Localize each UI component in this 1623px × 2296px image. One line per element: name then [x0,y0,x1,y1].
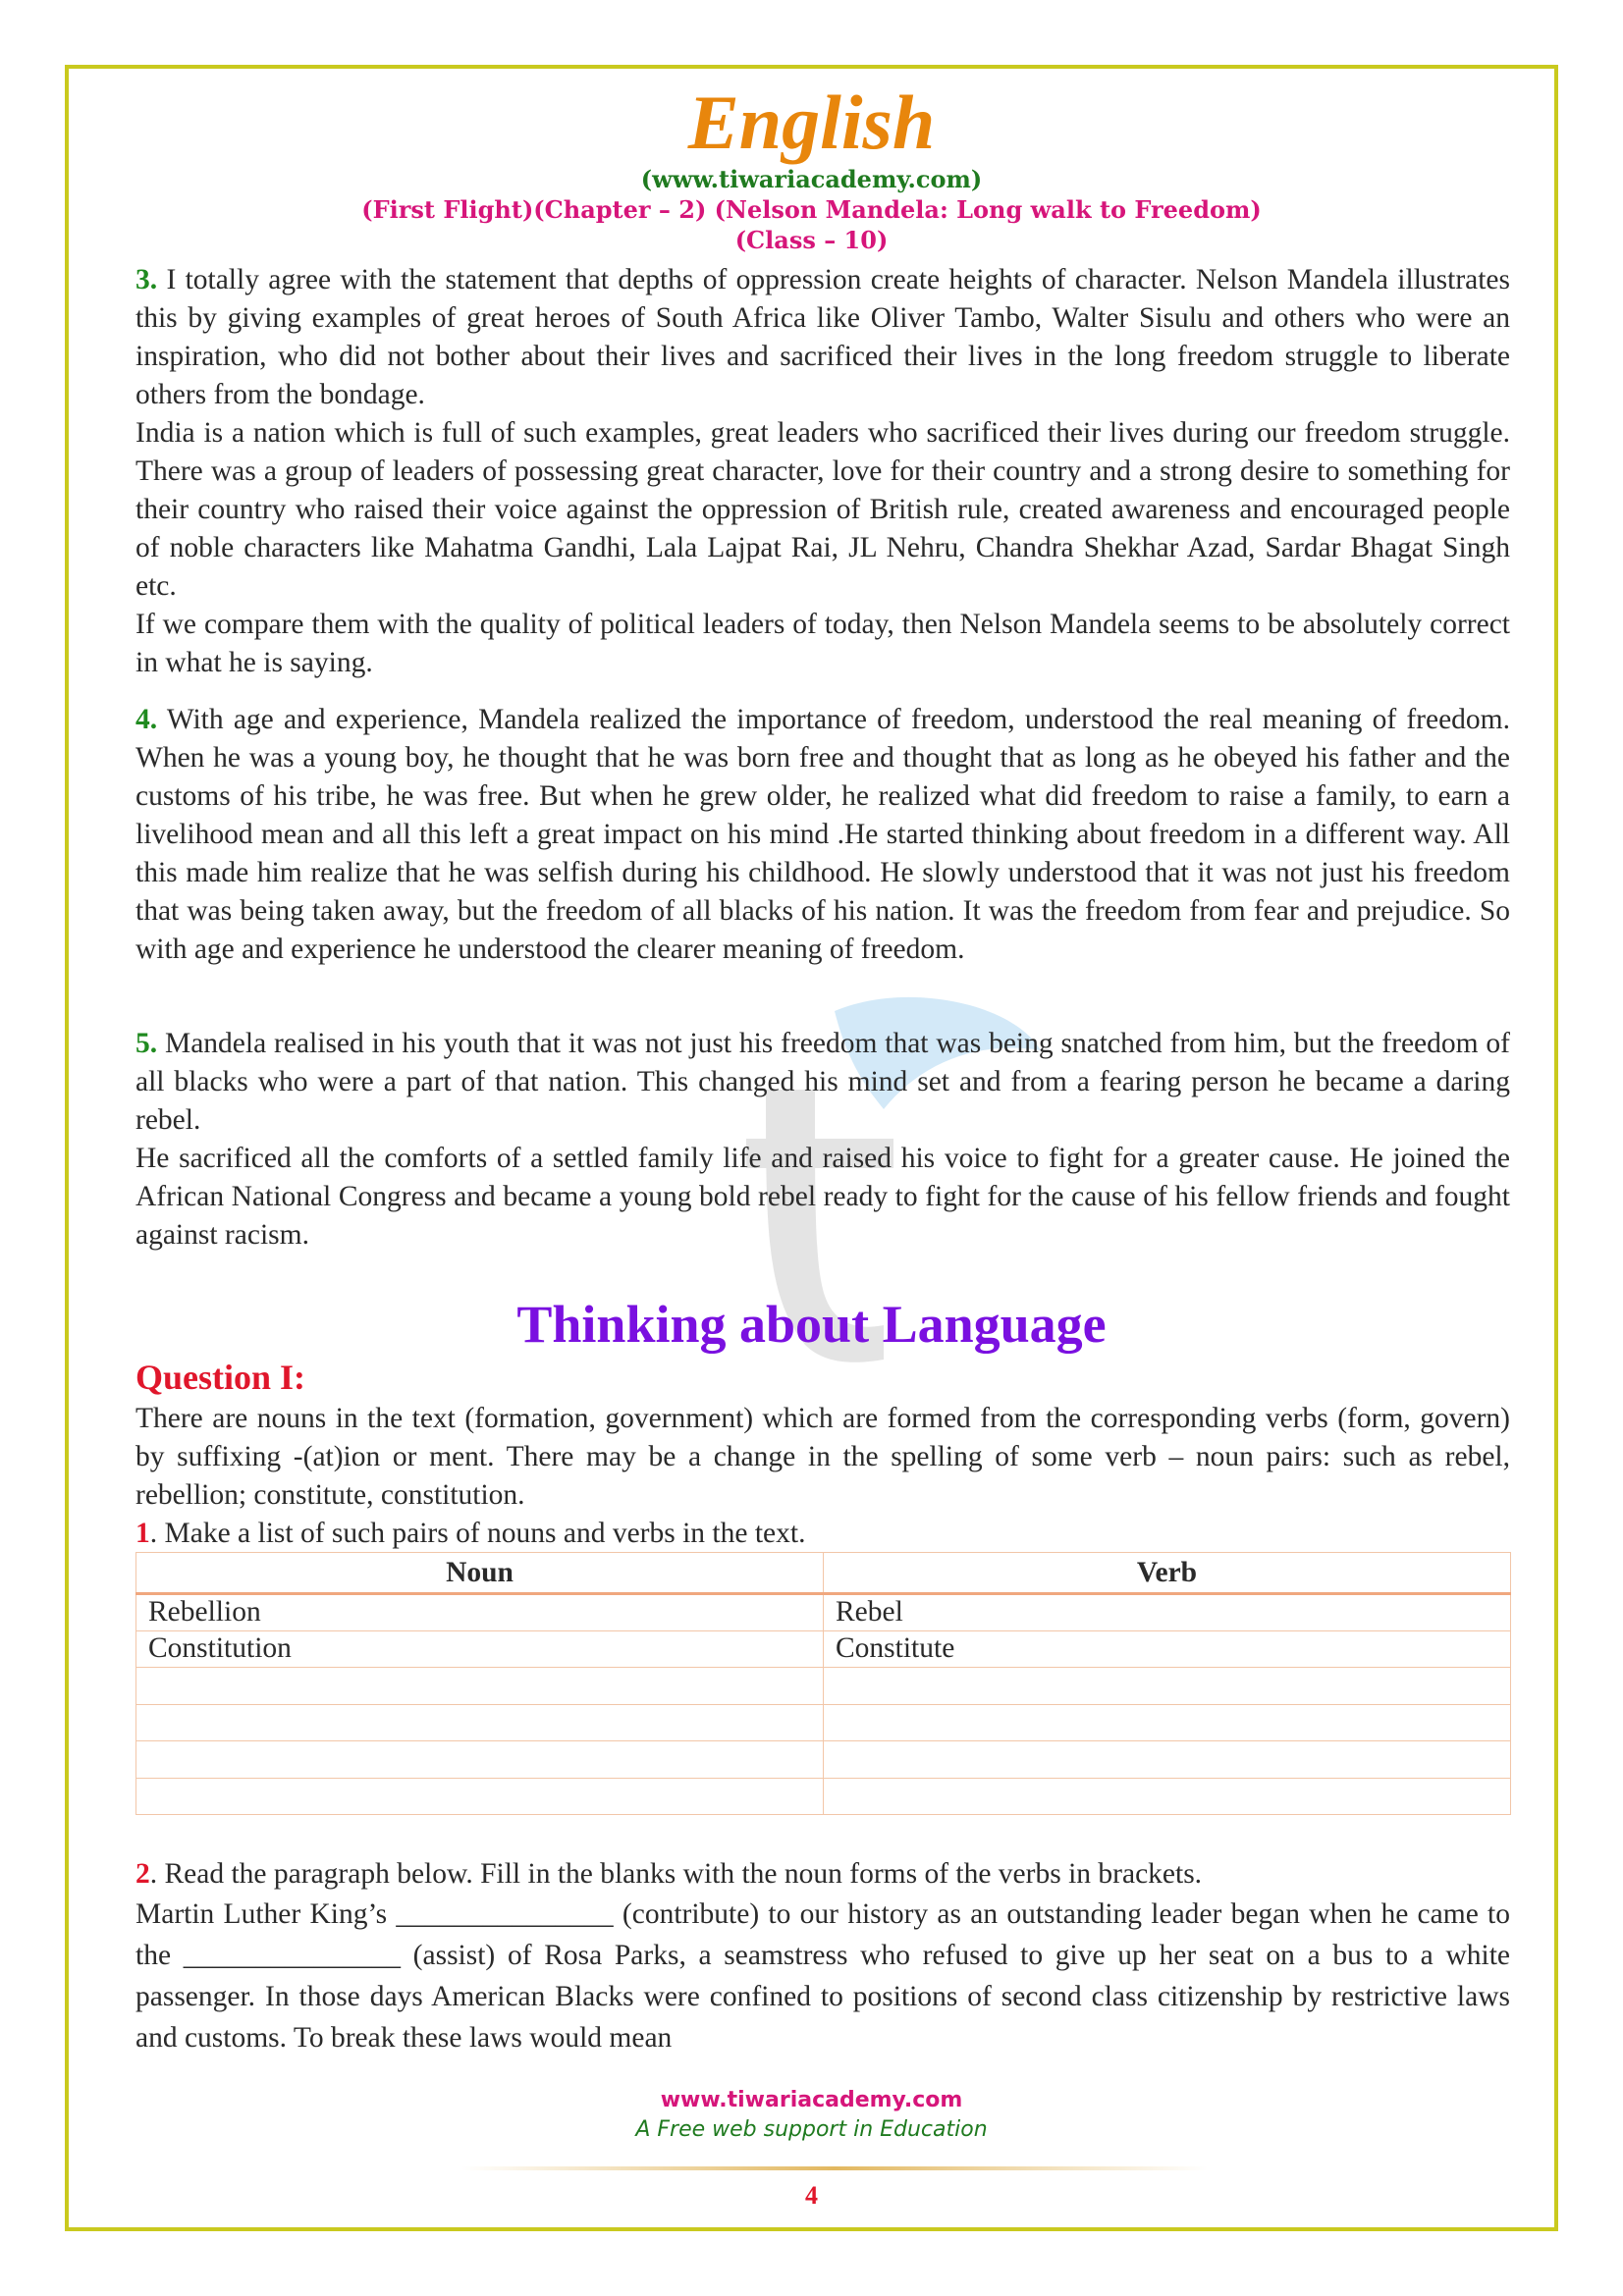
noun-verb-table [135,1552,1511,1815]
table-header-verb: Verb [824,1553,1511,1594]
table-cell [824,1778,1511,1815]
table-row [136,1778,1511,1815]
answer-5 [135,1025,1510,1255]
table-row [136,1594,1511,1631]
table-row [136,1630,1511,1668]
answer-5-paragraph-2: He sacrificed all the comforts of a settled family life and raised his voice to fight for a greater cause. He joined the African National Congress and became a young bold rebel ready to fight for the cause of his fellow friends and fought against racism. [135,1143,1510,1251]
answer-3-paragraph-3: If we compare them with the quality of political leaders of today, then Nelson Mandela seems to be absolutely correct in what he is saying. [135,609,1510,678]
footer-divider [461,2166,1208,2170]
answer-3-number: 3. [135,264,158,295]
table-cell [136,1778,824,1815]
table-cell: Constitution [136,1630,824,1668]
table-cell [824,1668,1511,1705]
table-cell [824,1741,1511,1779]
answer-4-number: 4. [135,704,158,735]
table-cell: Rebellion [136,1594,824,1631]
question-2 [135,1855,1510,2058]
answer-3-paragraph-2: India is a nation which is full of such examples, great leaders who sacrificed their lives during our freedom struggle. There was a group of leaders of possessing great character, love for their country and a strong desire to something for their country who raised their voice against the oppression of British rule, created awareness and encouraged people of noble characters like Mahatma Gandhi, Lala Lajpat Rai, JL Nehru, Chandra Shekhar Azad, Sardar Bhagat Singh etc. [135,417,1510,602]
header-class: (Class – 10) [734,226,889,254]
answer-3 [135,261,1510,682]
footer-tagline: A Free web support in Education [635,2117,988,2142]
table-cell [824,1704,1511,1741]
question-intro-text: There are nouns in the text (formation, government) which are formed from the corresponding verbs (form, govern) by suffixing -(at)ion or ment. There may be a change in the spelling of some verb – noun pairs: such as rebel, rebellion; constitute, constitution. [135,1403,1510,1511]
question-2-number: 2 [135,1858,150,1890]
header-chapter: (First Flight)(Chapter – 2) (Nelson Mandela: Long walk to Freedom) [361,195,1262,224]
table-row [136,1668,1511,1705]
table-cell: Rebel [824,1594,1511,1631]
header-website: (www.tiwariacademy.com) [640,165,983,193]
question-intro [135,1400,1510,1553]
answer-5-text: Mandela realised in his youth that it was not just his freedom that was being snatched from him, but the freedom of all blacks who were a part of that nation. This changed his mind set and from a fearing person he became a daring rebel. [135,1028,1511,1136]
answer-4 [135,701,1510,969]
answer-3-text: I totally agree with the statement that depths of oppression create heights of character. Nelson Mandela illustrates this by giving examples of great heroes of South Africa like Oliver Tambo, Walter Sisulu and others who were an inspiration, who did not bother about their lives and sacrificed their lives in the long freedom struggle to liberate others from the bondage. [135,264,1511,410]
question-2-text: . Read the paragraph below. Fill in the blanks with the noun forms of the verbs in brackets. [149,1858,1203,1890]
table-cell [136,1668,824,1705]
question-1-text: . Make a list of such pairs of nouns and verbs in the text. [149,1518,806,1549]
table-row [136,1741,1511,1779]
footer-website: www.tiwariacademy.com [660,2088,963,2112]
table-row [136,1704,1511,1741]
table-cell [136,1741,824,1779]
table-cell: Constitute [824,1630,1511,1668]
table-header-noun: Noun [136,1553,824,1594]
answer-5-number: 5. [135,1028,158,1059]
answer-4-text: With age and experience, Mandela realized the importance of freedom, understood the real meaning of freedom. When he was a young boy, he thought that he was born free and thought that as long as he obeyed his father and the customs of his tribe, he was free. But when he grew older, he realized what did freedom to raise a family, to earn a livelihood mean and all this left a great impact on his mind .He started thinking about freedom in a different way. All this made him realize that he was selfish during his childhood. He slowly understood that it was not just his freedom that was being taken away, but the freedom of all blacks of his nation. It was the freedom from fear and prejudice. So with age and experience he understood the clearer meaning of freedom. [135,704,1511,965]
page-number: 4 [805,2181,818,2210]
page-title: English [687,80,936,165]
table-cell [136,1704,824,1741]
section-heading: Thinking about Language [516,1295,1107,1354]
question-heading: Question I: [135,1358,306,1397]
question-1-number: 1 [135,1518,150,1549]
question-2-paragraph: Martin Luther King’s _______________ (contribute) to our history as an outstanding leader began when he came to the _______________ (assist) of Rosa Parks, a seamstress who refused to give up her seat on a bus to a white passenger. In those days American Blacks were confined to positions of second class citizenship by restrictive laws and customs. To break these laws would mean [135,1898,1510,2054]
